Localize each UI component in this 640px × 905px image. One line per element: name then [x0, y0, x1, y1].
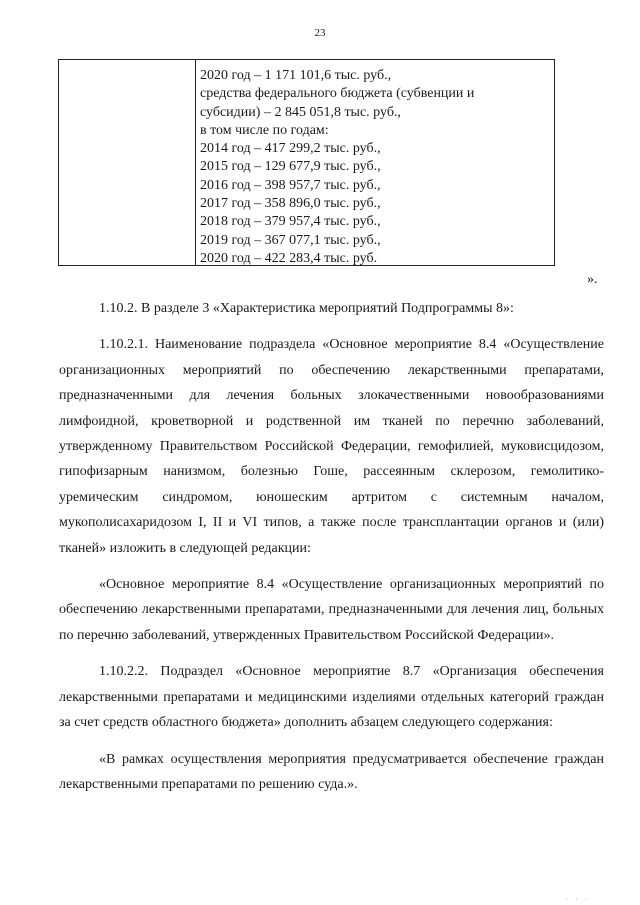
paragraph-section-heading: 1.10.2. В разделе 3 «Характеристика мероприятий Подпрограммы 8»:: [99, 301, 514, 316]
paragraph-added-text: «В рамках осуществления мероприятия предусматривается обеспечение граждан лекарственными препаратами по решению суда.».: [59, 751, 604, 792]
paragraph-subsection-rename: 1.10.2.1. Наименование подраздела «Основное мероприятие 8.4 «Осуществление организационных мероприятий по обеспечению лекарственными препаратами, предназначенными для лечения больных злокачественными новообразованиями лимфоидной, кроветворной и родственной им тканей по перечню заболеваний, утвержденному Правительством Российской Федерации, гемофилией, муковисцидозом, гипофизарным нанизмом, болезнью Гоше, рассеянным склерозом, гемолитико-уремическим синдромом, юношеским артритом с системным началом, мукополисахаридозом I, II и VI типов, а также после трансплантации органов и (или) тканей» изложить в следующей редакции:: [59, 337, 604, 556]
table-line: 2015 год – 129 677,9 тыс. руб.,: [200, 159, 381, 175]
closing-quote: ».: [587, 272, 598, 287]
paragraph-subsection-amend: 1.10.2.2. Подраздел «Основное мероприятие 8.7 «Организация обеспечения лекарственными препаратами и медицинскими изделиями отдельных категорий граждан за счет средств областного бюджета» дополнить абзацем следующего содержания:: [59, 664, 604, 731]
scan-artifact-mark: · · ·: [566, 897, 590, 903]
table-line: средства федерального бюджета (субвенции и: [200, 86, 475, 102]
table-line: 2019 год – 367 077,1 тыс. руб.,: [200, 232, 381, 248]
document-body: [59, 296, 604, 808]
table-line: субсидии) – 2 845 051,8 тыс. руб.,: [200, 104, 401, 120]
table-line: 2020 год – 1 171 101,6 тыс. руб.,: [200, 68, 392, 83]
table-line: 2020 год – 422 283,4 тыс. руб.: [200, 250, 378, 266]
page-number: 23: [314, 27, 326, 39]
table-line: 2014 год – 417 299,2 тыс. руб.,: [200, 141, 381, 157]
budget-table: [58, 59, 555, 266]
table-line: в том числе по годам:: [200, 122, 329, 138]
table-line: 2017 год – 358 896,0 тыс. руб.,: [200, 196, 381, 212]
table-right-cell: [196, 60, 554, 265]
paragraph-new-name: «Основное мероприятие 8.4 «Осуществление организационных мероприятий по обеспечению лекарственными препаратами, предназначенными для лечения лиц, больных по перечню заболеваний, утвержденных Правительством Российской Федерации».: [59, 577, 604, 643]
table-line: 2016 год – 398 957,7 тыс. руб.,: [200, 177, 381, 193]
table-line: 2018 год – 379 957,4 тыс. руб.,: [200, 214, 381, 230]
table-left-cell: [59, 60, 196, 265]
